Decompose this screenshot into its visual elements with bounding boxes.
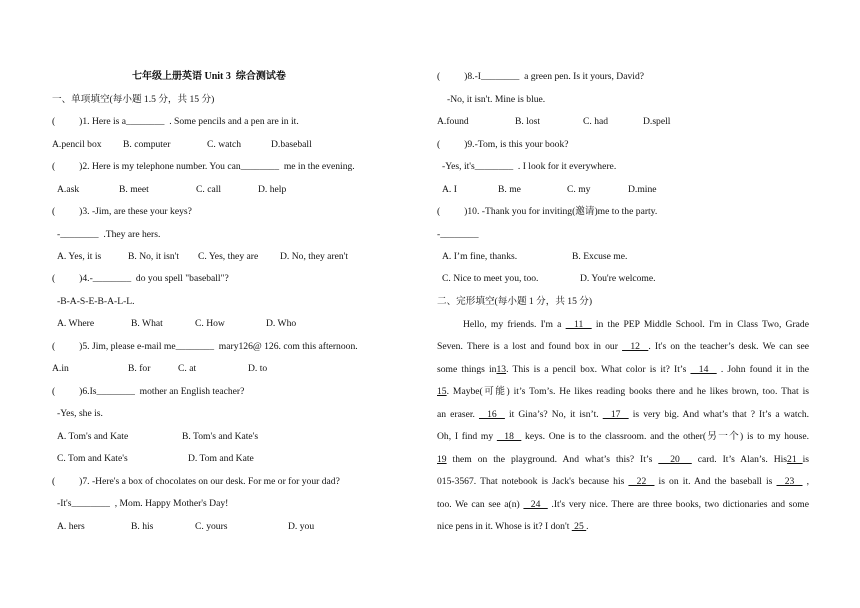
question-1-option-c: C. watch (207, 139, 242, 150)
question-2-option-c: C. call (196, 184, 222, 195)
question-7-option-c: C. yours (195, 521, 228, 532)
question-5-option-d: D. to (248, 363, 268, 374)
blank-17[interactable]: 17 (602, 409, 629, 420)
question-6-option-a: A. Tom's and Kate (57, 431, 129, 442)
question-3-option-b: B. No, it isn't (128, 251, 180, 262)
page-title: 七年级上册英语 Unit 3 综合测试卷 (132, 71, 286, 82)
question-10-stem: ( )10. -Thank you for inviting(邀请)me to the party. (437, 206, 658, 217)
passage-line-4: 15. Maybe(可能) it’s Tom’s. He likes reading books there and he likes brown, too. That is (437, 386, 809, 397)
question-8-option-c: C. had (583, 116, 609, 127)
question-9-option-d: D.mine (628, 184, 657, 195)
question-3-line2: -________ .They are hers. (57, 229, 161, 240)
blank-25[interactable]: 25 (571, 521, 587, 532)
question-6-option-b: B. Tom's and Kate's (182, 431, 259, 442)
question-5-option-b: B. for (128, 363, 151, 374)
question-6-line2: -Yes, she is. (57, 408, 103, 419)
blank-12[interactable]: 12 (622, 341, 649, 352)
blank-20[interactable]: 20 (658, 454, 692, 465)
question-8-line2: -No, it isn't. Mine is blue. (447, 94, 546, 105)
question-3-stem: ( )3. -Jim, are these your keys? (52, 206, 192, 217)
question-10-line2: -________ (437, 229, 479, 240)
question-2-stem: ( )2. Here is my telephone number. You can________ me in the evening. (52, 161, 355, 172)
question-7-option-d: D. you (288, 521, 315, 532)
blank-14[interactable]: 14 (690, 364, 717, 375)
passage-line-6: Oh, I find my 18 keys. One is to the classroom. and the other(另一个) is to my house. (437, 431, 809, 442)
question-4-option-d: D. Who (266, 318, 297, 329)
question-7-line2: -It's________ , Mom. Happy Mother's Day! (57, 498, 229, 509)
question-4-option-b: B. What (131, 318, 163, 329)
question-10-option-d: D. You're welcome. (580, 273, 656, 284)
question-2-option-d: D. help (258, 184, 287, 195)
passage-line-7: 19 them on the playground. And what’s this? It’s 20 card. It’s Alan’s. His21 is (437, 454, 809, 465)
blank-15[interactable]: 15 (437, 386, 447, 397)
blank-16[interactable]: 16 (478, 409, 505, 420)
passage-line-1: Hello, my friends. I'm a 11 in the PEP Middle School. I'm in Class Two, Grade (463, 319, 809, 330)
question-1-option-d: D.baseball (271, 139, 312, 150)
question-8-stem: ( )8.-I________ a green pen. Is it yours, David? (437, 71, 645, 82)
question-8-option-b: B. lost (515, 116, 541, 127)
question-9-option-b: B. me (498, 184, 521, 195)
question-9-option-c: C. my (567, 184, 591, 195)
blank-11[interactable]: 11 (565, 319, 592, 330)
passage-line-5: an eraser. 16 it Gina’s? No, it isn’t. 17 is very big. And what’s that ? It’s a watch. (437, 409, 810, 420)
question-4-stem: ( )4.-________ do you spell "baseball"? (52, 273, 229, 284)
question-9-stem: ( )9.-Tom, is this your book? (437, 139, 569, 150)
question-8-option-d: D.spell (643, 116, 671, 127)
question-4-option-a: A. Where (57, 318, 95, 329)
question-7-stem: ( )7. -Here's a box of chocolates on our desk. For me or for your dad? (52, 476, 340, 487)
question-5-stem: ( )5. Jim, please e-mail me________ mary126@ 126. com this afternoon. (52, 341, 358, 352)
question-6-option-c: C. Tom and Kate's (57, 453, 128, 464)
blank-21[interactable]: 21 (787, 454, 803, 465)
question-6-option-d: D. Tom and Kate (188, 453, 254, 464)
passage-line-8: 015-3567. That notebook is Jack's because his 22 is on it. And the baseball is 23 , (437, 476, 810, 487)
question-9-option-a: A. I (442, 184, 457, 195)
section-heading-2: 二、完形填空(每小题 1 分，共 15 分) (437, 296, 593, 307)
passage-line-10: nice pens in it. Whose is it? I don't 25 . (437, 521, 589, 532)
passage-line-3: some things in13. This is a pencil box. What color is it? It’s 14 . John found it in the (437, 364, 810, 375)
question-3-option-a: A. Yes, it is (57, 251, 102, 262)
question-2-option-a: A.ask (57, 184, 80, 195)
question-4-line2: -B-A-S-E-B-A-L-L. (57, 296, 135, 307)
question-8-option-a: A.found (437, 116, 469, 127)
passage-line-2: Seven. There is a lost and found box in our 12 . It's on the teacher’s desk. We can see (437, 341, 810, 352)
question-10-option-c: C. Nice to meet you, too. (442, 273, 539, 284)
question-5-option-a: A.in (52, 363, 69, 374)
blank-18[interactable]: 18 (496, 431, 522, 442)
question-4-option-c: C. How (195, 318, 225, 329)
blank-24[interactable]: 24 (523, 499, 548, 510)
question-7-option-b: B. his (131, 521, 154, 532)
question-10-option-a: A. I’m fine, thanks. (442, 251, 518, 262)
question-1-stem: ( )1. Here is a________ . Some pencils and a pen are in it. (52, 116, 299, 127)
question-1-option-a: A.pencil box (52, 139, 102, 150)
question-2-option-b: B. meet (119, 184, 149, 195)
question-3-option-c: C. Yes, they are (198, 251, 259, 262)
blank-13[interactable]: 13 (496, 364, 507, 375)
blank-23[interactable]: 23 (776, 476, 803, 487)
question-6-stem: ( )6.Is________ mother an English teacher? (52, 386, 245, 397)
question-9-line2: -Yes, it's________ . I look for it everywhere. (442, 161, 617, 172)
question-7-option-a: A. hers (57, 521, 85, 532)
passage-line-9: too. We can see a(n) 24 .It's very nice. There are three books, two dictionaries and some (437, 499, 810, 510)
question-3-option-d: D. No, they aren't (280, 251, 349, 262)
blank-22[interactable]: 22 (628, 476, 655, 487)
blank-19[interactable]: 19 (437, 454, 447, 465)
section-heading-1: 一、单项填空(每小题 1.5 分，共 15 分) (52, 94, 215, 105)
question-5-option-c: C. at (178, 363, 197, 374)
question-1-option-b: B. computer (123, 139, 171, 150)
question-10-option-b: B. Excuse me. (572, 251, 628, 262)
